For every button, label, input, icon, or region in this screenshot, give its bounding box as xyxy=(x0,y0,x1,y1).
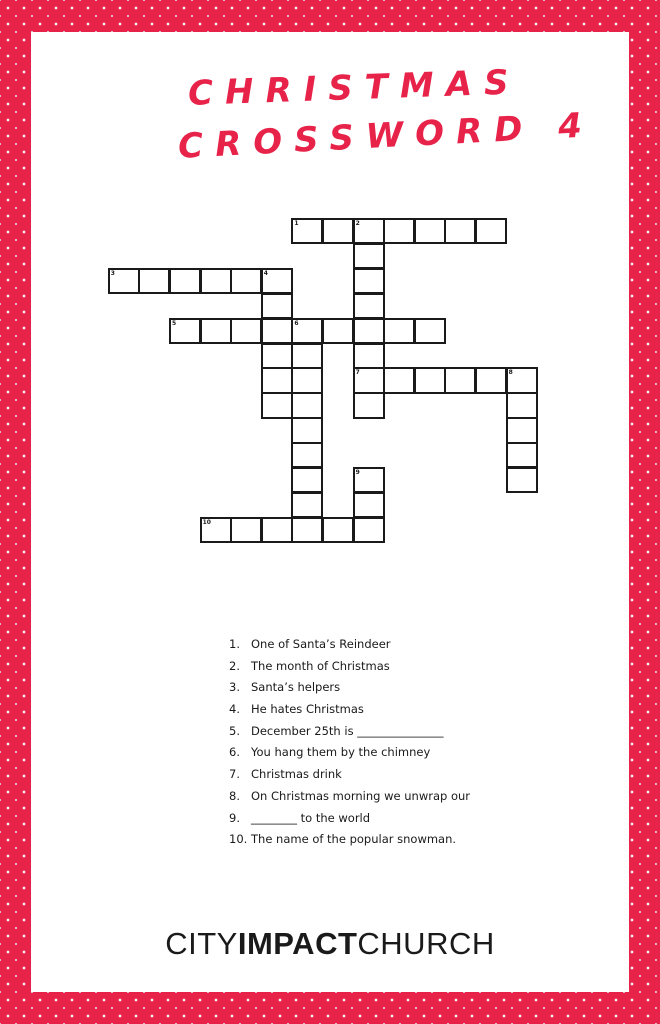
church-logo xyxy=(0,926,660,962)
clue-item xyxy=(229,786,470,808)
crossword-cell[interactable] xyxy=(261,392,293,418)
crossword-cell[interactable] xyxy=(291,343,323,369)
crossword-cell[interactable] xyxy=(475,367,507,393)
crossword-cell[interactable] xyxy=(353,268,385,294)
crossword-cell[interactable] xyxy=(353,318,385,344)
crossword-cell[interactable] xyxy=(291,467,323,493)
crossword-cell[interactable] xyxy=(414,367,446,393)
crossword-cell[interactable] xyxy=(506,367,538,393)
crossword-cell[interactable] xyxy=(230,517,262,543)
crossword-cell[interactable] xyxy=(291,318,323,344)
crossword-cell[interactable] xyxy=(353,218,385,244)
crossword-cell[interactable] xyxy=(169,268,201,294)
crossword-clue-number: 9 xyxy=(355,469,360,476)
crossword-cell[interactable] xyxy=(353,243,385,269)
clue-text: The name of the popular snowman. xyxy=(251,832,457,847)
crossword-cell[interactable] xyxy=(200,268,232,294)
crossword-clue-number: 8 xyxy=(508,369,513,377)
crossword-cell[interactable] xyxy=(200,318,232,344)
crossword-cell[interactable] xyxy=(414,318,446,344)
clue-list xyxy=(229,634,470,851)
crossword-cell[interactable] xyxy=(383,318,415,344)
crossword-cell[interactable] xyxy=(291,492,323,518)
clue-number: 8. xyxy=(229,788,240,803)
clue-item xyxy=(229,699,470,721)
crossword-cell[interactable] xyxy=(230,268,262,294)
crossword-cell[interactable] xyxy=(475,218,507,244)
clue-item xyxy=(229,742,470,764)
crossword-cell[interactable] xyxy=(261,268,293,294)
title-line-1: CHRISTMAS xyxy=(187,62,522,114)
crossword-clue-number: 6 xyxy=(294,319,299,327)
crossword-cell[interactable] xyxy=(291,392,323,418)
clue-item xyxy=(229,634,470,656)
title-line-2: CROSSWORD 4 xyxy=(177,105,595,167)
crossword-cell[interactable] xyxy=(261,293,293,319)
crossword-clue-number: 3 xyxy=(110,269,115,277)
clue-item xyxy=(229,829,470,851)
crossword-cell[interactable] xyxy=(138,268,170,294)
crossword-cell[interactable] xyxy=(200,517,232,543)
crossword-cell[interactable] xyxy=(291,367,323,393)
crossword-cell[interactable] xyxy=(108,268,140,294)
clue-text: December 25th is _______________ xyxy=(251,723,444,738)
crossword-cell[interactable] xyxy=(230,318,262,344)
clue-text: ________ to the world xyxy=(251,810,371,825)
clue-number: 7. xyxy=(229,767,240,782)
clue-number: 1. xyxy=(229,637,240,651)
clue-item xyxy=(229,656,470,678)
crossword-cell[interactable] xyxy=(353,392,385,418)
crossword-cell[interactable] xyxy=(353,517,385,543)
clue-number: 2. xyxy=(229,658,240,673)
clue-number: 10. xyxy=(229,832,248,847)
clue-item xyxy=(229,764,470,786)
clue-number: 3. xyxy=(229,680,240,695)
crossword-cell[interactable] xyxy=(353,293,385,319)
crossword-clue-number: 2 xyxy=(355,220,360,227)
logo-part-church: CHURCH xyxy=(357,926,495,961)
crossword-cell[interactable] xyxy=(322,218,354,244)
crossword-clue-number: 4 xyxy=(263,269,268,277)
crossword-cell[interactable] xyxy=(322,318,354,344)
crossword-cell[interactable] xyxy=(353,343,385,369)
crossword-cell[interactable] xyxy=(261,367,293,393)
crossword-cell[interactable] xyxy=(383,218,415,244)
crossword-cell[interactable] xyxy=(414,218,446,244)
crossword-clue-number: 10 xyxy=(202,518,211,526)
clue-text: The month of Christmas xyxy=(251,658,390,673)
crossword-cell[interactable] xyxy=(291,417,323,443)
clue-item xyxy=(229,721,470,743)
crossword-cell[interactable] xyxy=(291,517,323,543)
crossword-cell[interactable] xyxy=(169,318,201,344)
clue-item xyxy=(229,677,470,699)
crossword-cell[interactable] xyxy=(506,467,538,493)
crossword-cell[interactable] xyxy=(506,417,538,443)
crossword-cell[interactable] xyxy=(322,517,354,543)
crossword-cell[interactable] xyxy=(291,442,323,468)
logo-part-impact: IMPACT xyxy=(237,926,358,961)
crossword-clue-number: 5 xyxy=(172,319,177,327)
crossword-cell[interactable] xyxy=(444,367,476,393)
crossword-clue-number: 1 xyxy=(294,220,299,227)
clue-text: On Christmas morning we unwrap our xyxy=(251,788,471,803)
clue-number: 4. xyxy=(229,702,240,717)
crossword-cell[interactable] xyxy=(353,492,385,518)
clue-item xyxy=(229,808,470,830)
clue-number: 5. xyxy=(229,723,240,738)
crossword-cell[interactable] xyxy=(506,392,538,418)
crossword-cell[interactable] xyxy=(261,517,293,543)
clue-number: 9. xyxy=(229,810,240,825)
clue-text: Santa’s helpers xyxy=(251,680,341,695)
logo-part-city: CITY xyxy=(165,926,238,961)
crossword-cell[interactable] xyxy=(261,343,293,369)
crossword-cell[interactable] xyxy=(353,467,385,493)
crossword-cell[interactable] xyxy=(291,218,323,244)
crossword-cell[interactable] xyxy=(383,367,415,393)
crossword-clue-number: 7 xyxy=(355,369,360,377)
crossword-cell[interactable] xyxy=(353,367,385,393)
clue-number: 6. xyxy=(229,745,240,760)
crossword-cell[interactable] xyxy=(506,442,538,468)
clue-text: Christmas drink xyxy=(251,767,342,782)
clue-text: One of Santa’s Reindeer xyxy=(251,637,391,651)
crossword-cell[interactable] xyxy=(444,218,476,244)
clue-text: You hang them by the chimney xyxy=(251,745,431,760)
crossword-cell[interactable] xyxy=(261,318,293,344)
clue-text: He hates Christmas xyxy=(251,702,364,717)
